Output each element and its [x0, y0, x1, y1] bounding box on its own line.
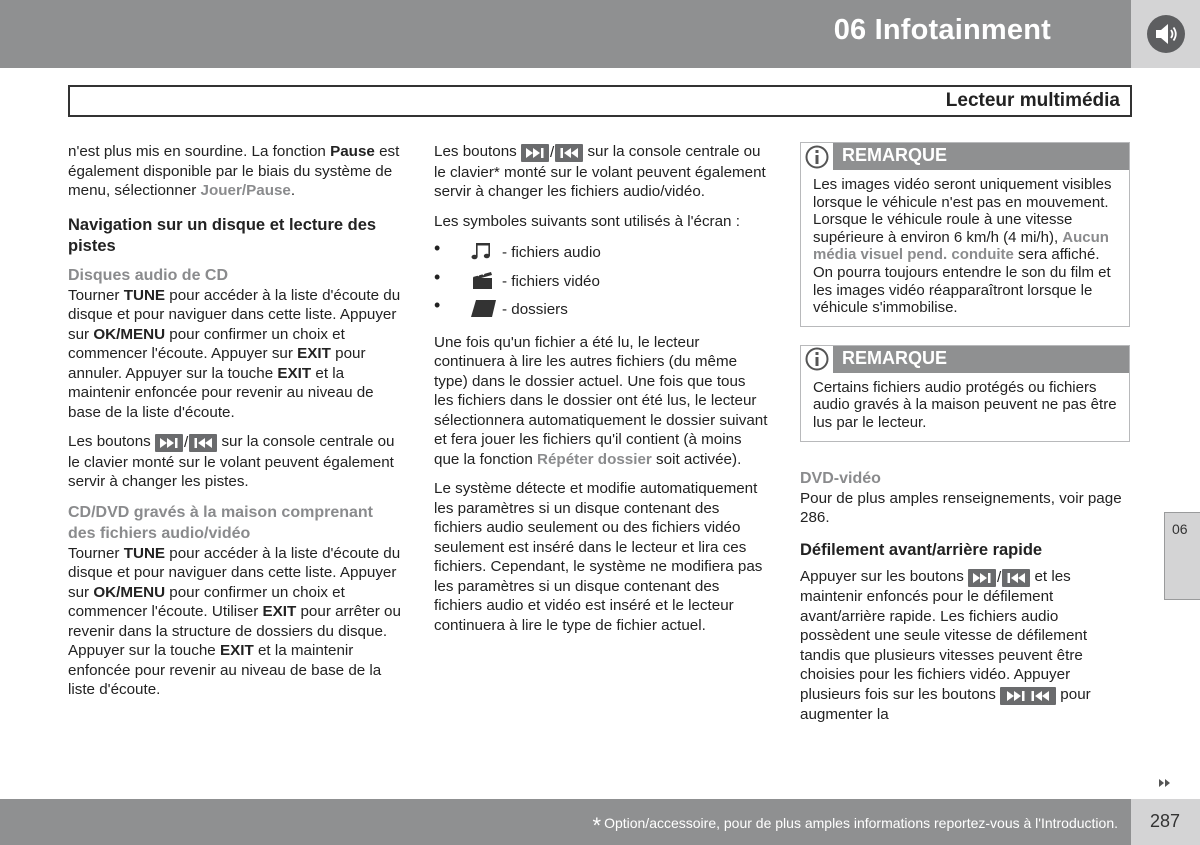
- note-header: [801, 143, 1129, 170]
- clapperboard-icon: [470, 270, 496, 290]
- column-3: [800, 142, 1130, 734]
- note-body: Les images vidéo seront uniquement visibles lorsque le véhicule n'est pas en mouvement. Lorsque le véhicule roule à une vitesse supérieure à environ 6 km/h (4 mi/h), Aucun média visuel pend. conduite sera affiché. On pourra toujours entendre le son du film et les images vidéo réapparaîtront lorsque le véhicule s'immobilise.: [813, 176, 1112, 317]
- section-header: [68, 85, 1132, 117]
- note-header: [801, 346, 1129, 373]
- continue-arrow-icon: [1158, 776, 1174, 794]
- list-item: • - dossiers: [434, 295, 568, 319]
- info-icon: [801, 143, 833, 170]
- chapter-tab: [1164, 512, 1200, 600]
- chapter-tab-label: 06: [1172, 521, 1188, 537]
- note-box: [800, 345, 1130, 442]
- list-item: • - fichiers vidéo: [434, 266, 600, 290]
- skip-back-icon: [555, 144, 583, 162]
- paragraph: Tourner TUNE pour accéder à la liste d'écoute du disque et pour naviguer dans cette liste. Appuyer sur OK/MENU pour confirmer un choix et commencer l'écoute. Utiliser EXIT pour arrêter ou revenir dans la structure de dossiers du disque. Appuyer sur la touche EXIT et la maintenir enfoncée pour revenir au niveau de base de la liste d'écoute.: [68, 544, 401, 699]
- section-title: Lecteur multimédia: [945, 90, 1120, 111]
- skip-back-icon: [189, 434, 217, 452]
- skip-forward-icon: [521, 144, 549, 162]
- footer-bar: [0, 799, 1131, 845]
- skip-forward-icon: [155, 434, 183, 452]
- chapter-icon-box: [1131, 0, 1200, 68]
- fast-forward-icon: [968, 569, 996, 587]
- heading: Navigation sur un disque et lecture des pistes: [68, 215, 377, 255]
- header-bar: [0, 0, 1131, 68]
- menu-text: Répéter dossier: [537, 450, 652, 468]
- symbol-label: - dossiers: [502, 301, 568, 319]
- symbol-label: - fichiers vidéo: [502, 272, 600, 290]
- info-icon: [801, 346, 833, 373]
- column-2: [434, 142, 768, 645]
- paragraph: Tourner TUNE pour accéder à la liste d'écoute du disque et pour naviguer dans cette liste. Appuyer sur OK/MENU pour confirmer un choix et commencer l'écoute. Appuyer sur EXIT pour annuler. Appuyer sur la touche EXIT et la maintenir enfoncée pour revenir au niveau de base de la liste d'écoute.: [68, 286, 401, 421]
- subheading: Disques audio de CD: [68, 266, 229, 284]
- paragraph: Les symboles suivants sont utilisés à l'écran :: [434, 212, 740, 230]
- menu-text: Jouer/Pause: [200, 182, 291, 199]
- heading: Défilement avant/arrière rapide: [800, 540, 1043, 559]
- paragraph: Pour de plus amples renseignements, voir page 286.: [800, 489, 1122, 527]
- skip-buttons: /: [155, 433, 217, 453]
- note-body: Certains fichiers audio protégés ou fichiers audio gravés à la maison peuvent ne pas être lus par le lecteur.: [813, 378, 1117, 431]
- note-title: REMARQUE: [842, 145, 948, 165]
- paragraph: Les boutons / sur la console centrale ou le clavier monté sur le volant peuvent également servir à changer les pistes.: [68, 433, 395, 491]
- symbol-label: - fichiers audio: [502, 244, 601, 262]
- page-number: 287: [1150, 811, 1181, 831]
- footer-note: * Option/accessoire, pour de plus amples informations reportez-vous à l'Introduction.: [592, 813, 1118, 838]
- speaker-icon: [1147, 15, 1185, 53]
- rewind-icon: [1002, 569, 1030, 587]
- folder-icon: [470, 298, 496, 318]
- paragraph: Appuyer sur les boutons / et les maintenir enfoncés pour le défilement avant/arrière rapide. Les fichiers audio possèdent une seule vitesse de défilement tandis que plusieurs vitesses peuvent être choisies pour les fichiers vidéo. Appuyer plusieurs fois sur les boutons pour augmenter la: [800, 567, 1091, 723]
- note-title: REMARQUE: [842, 347, 948, 368]
- chapter-title: 06 Infotainment: [833, 14, 1051, 46]
- symbol-list: [434, 238, 768, 327]
- list-item: • - fichiers audio: [434, 238, 601, 262]
- skip-buttons: /: [968, 568, 1030, 588]
- music-note-icon: [470, 241, 496, 261]
- paragraph: Les boutons / sur la console centrale ou le clavier* monté sur le volant peuvent également servir à changer les fichiers audio/vidéo.: [434, 143, 766, 201]
- fast-forward-icon: [1000, 687, 1056, 705]
- menu-text: Aucun média visuel pend. conduite: [813, 228, 1109, 264]
- paragraph: Le système détecte et modifie automatiquement les paramètres si un disque contenant des fichiers audio seulement ou des fichiers vidéo seulement est inséré dans le lecteur et lira ces fichiers. Cependant, le système ne modifiera pas les paramètres si un disque contenant des fichiers audio et vidéo est inséré et le lecteur continuera à lire le type de fichier actuel.: [434, 480, 763, 634]
- paragraph: n'est plus mis en sourdine. La fonction Pause est également disponible par le biais du système de menu, sélectionner Jouer/Pause.: [68, 143, 400, 199]
- page-number-box: [1131, 799, 1200, 845]
- note-box: [800, 142, 1130, 327]
- subheading: CD/DVD gravés à la maison comprenant des fichiers audio/vidéo: [68, 503, 373, 542]
- paragraph: Une fois qu'un fichier a été lu, le lecteur continuera à lire les autres fichiers (du même type) dans le dossier actuel. Une fois que tous les fichiers dans le dossier ont été lus, le lecteur sélectionnera automatiquement le dossier suivant et fera jouer les fichiers qu'il contient (à moins que la fonction Répéter dossier soit activée).: [434, 333, 768, 468]
- skip-buttons: /: [521, 143, 583, 163]
- subheading: DVD-vidéo: [800, 469, 881, 487]
- column-1: [68, 142, 402, 710]
